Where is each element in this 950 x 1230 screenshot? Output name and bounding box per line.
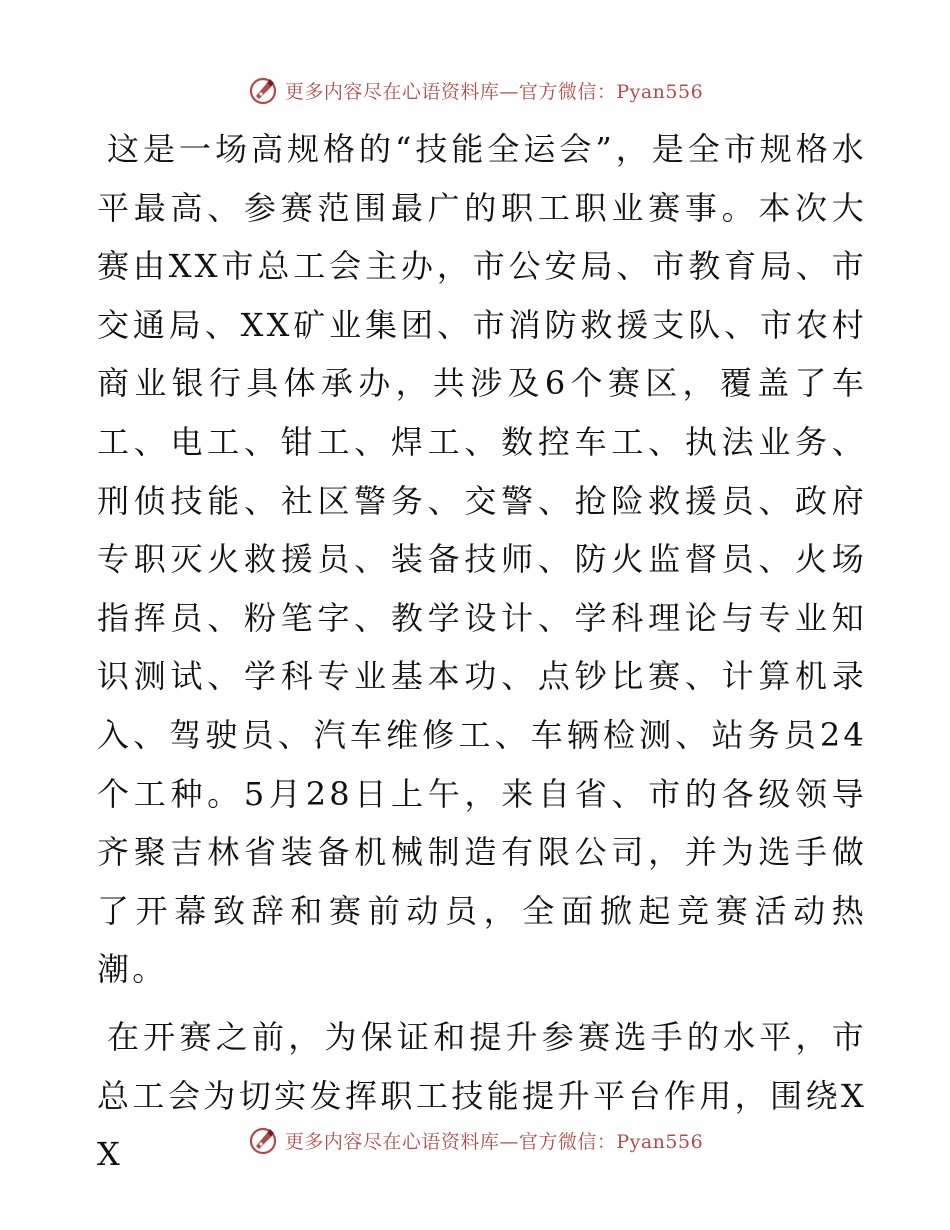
document-body <box>97 120 867 1184</box>
watermark-text: 更多内容尽在心语资料库—官方微信：Pyan556 <box>284 1130 704 1153</box>
footer-watermark <box>0 1120 950 1160</box>
paragraph-1: 这是一场高规格的“技能全运会”，是全市规格水平最高、参赛范围最广的职工职业赛事。本次大赛由XX市总工会主办，市公安局、市教育局、市交通局、XX矿业集团、市消防救援支队、市农村商业银行具体承办，共涉及6个赛区，覆盖了车工、电工、钳工、焊工、数控车工、执法业务、刑侦技能、社区警务、交警、抢险救援员、政府专职灭火救援员、装备技师、防火监督员、火场指挥员、粉笔字、教学设计、学科理论与专业知识测试、学科专业基本功、点钞比赛、计算机录入、驾驶员、汽车维修工、车辆检测、站务员24个工种。5月28日上午，来自省、市的各级领导齐聚吉林省装备机械制造有限公司，并为选手做了开幕致辞和赛前动员，全面掀起竞赛活动热潮。 <box>97 130 867 989</box>
watermark-text: 更多内容尽在心语资料库—官方微信：Pyan556 <box>284 80 704 103</box>
pen-nib-logo-icon <box>247 74 279 106</box>
header-watermark <box>0 70 950 110</box>
pen-nib-logo-icon <box>247 1124 279 1156</box>
paragraph-2: 在开赛之前，为保证和提升参赛选手的水平，市总工会为切实发挥职工技能提升平台作用，围绕XX <box>97 1017 867 1174</box>
